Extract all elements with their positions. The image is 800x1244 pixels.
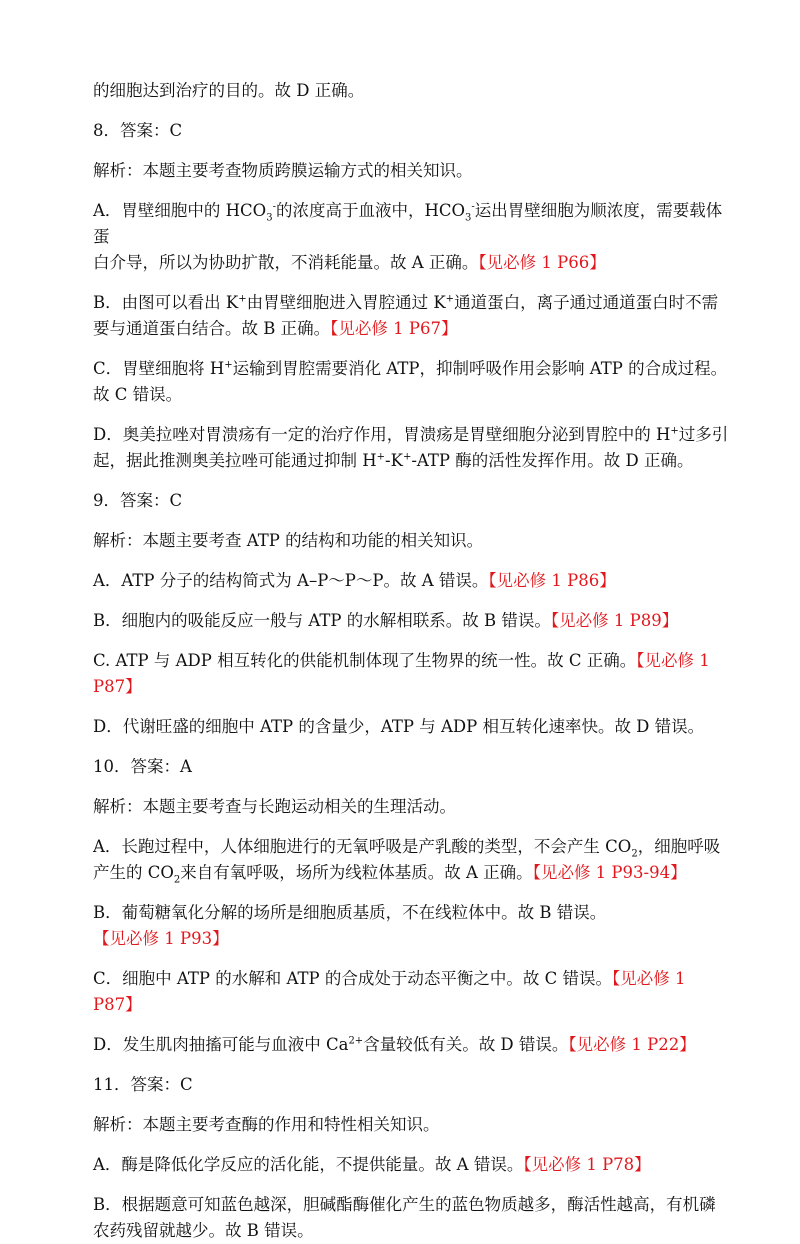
option-c: C．细胞中 ATP 的水解和 ATP 的合成处于动态平衡之中。故 C 错误。【见必修 1 P87】	[93, 969, 686, 1014]
answer-heading: 9．答案：C	[93, 491, 183, 510]
option-a: A．ATP 分子的结构简式为 A–P～P～P。故 A 错误。【见必修 1 P86】	[93, 571, 616, 590]
answer-heading: 8．答案：C	[93, 121, 183, 140]
analysis-line: 解析：本题主要考查物质跨膜运输方式的相关知识。	[93, 161, 473, 180]
answer-heading: 11．答案：C	[93, 1075, 193, 1094]
option-b: B．根据题意可知蓝色越深，胆碱酯酶催化产生的蓝色物质越多，酶活性越高，有机磷 农药残留就越少。故 B 错误。	[93, 1195, 716, 1240]
textbook-reference: 【见必修 1 P87】	[93, 651, 710, 696]
option-b: B．细胞内的吸能反应一般与 ATP 的水解相联系。故 B 错误。【见必修 1 P89】	[93, 611, 679, 630]
answer-heading: 10．答案：A	[93, 757, 192, 776]
textbook-reference: 【见必修 1 P93】	[93, 929, 229, 948]
option-d: D．奥美拉唑对胃溃疡有一定的治疗作用，胃溃疡是胃壁细胞分泌到胃腔中的 H+过多引 起，据此推测奥美拉唑可能通过抑制 H+-K+-ATP 酶的活性发挥作用。故 D 正确。	[93, 425, 729, 470]
textbook-reference: 【见必修 1 P67】	[330, 319, 458, 338]
analysis-line: 解析：本题主要考查与长跑运动相关的生理活动。	[93, 797, 456, 816]
textbook-reference: 【见必修 1 P78】	[523, 1155, 651, 1174]
option-d: D．代谢旺盛的细胞中 ATP 的含量少，ATP 与 ADP 相互转化速率快。故 D 错误。	[93, 717, 705, 736]
analysis-line: 解析：本题主要考查酶的作用和特性相关知识。	[93, 1115, 440, 1134]
textbook-reference: 【见必修 1 P22】	[568, 1035, 696, 1054]
option-d: D．发生肌肉抽搐可能与血液中 $Ca^{2+}$含量较低有关。故 D 错误。【见必修 1 P22】	[93, 1035, 696, 1054]
option-a: A．酶是降低化学反应的活化能，不提供能量。故 A 错误。【见必修 1 P78】	[93, 1155, 651, 1174]
textbook-reference: 【见必修 1 P89】	[550, 611, 679, 630]
option-b: B．葡萄糖氧化分解的场所是细胞质基质，不在线粒体中。故 B 错误。【见必修 1 P93】	[93, 903, 607, 948]
option-c: C. ATP 与 ADP 相互转化的供能机制体现了生物界的统一性。故 C 正确。【见必修 1 P87】	[93, 651, 710, 696]
textbook-reference: 【见必修 1 P87】	[93, 969, 686, 1014]
text-line: 的细胞达到治疗的目的。故 D 正确。	[93, 81, 365, 100]
analysis-line: 解析：本题主要考查 ATP 的结构和功能的相关知识。	[93, 531, 484, 550]
textbook-reference: 【见必修 1 P93-94】	[532, 863, 687, 882]
option-a: A．长跑过程中，人体细胞进行的无氧呼吸是产乳酸的类型，不会产生 $CO_2$，细胞呼吸 产生的 $CO_2$来自有氧呼吸，场所为线粒体基质。故 A 正确。【见必修 1 P93-94】	[93, 837, 721, 886]
option-a: A．胃壁细胞中的 $HCO_3^-$的浓度高于血液中，$HCO_3^-$运出胃壁细胞为顺浓度，需要载体蛋 白介导，所以为协助扩散，不消耗能量。故 A 正确。【见必修 1 P66】	[93, 201, 723, 272]
answer-explanations	[93, 78, 730, 1244]
option-b: B．由图可以看出 K+由胃壁细胞进入胃腔通过 K+通道蛋白，离子通过通道蛋白时不需 要与通道蛋白结合。故 B 正确。【见必修 1 P67】	[93, 293, 719, 338]
option-c: C．胃壁细胞将 H+运输到胃腔需要消化 ATP，抑制呼吸作用会影响 ATP 的合成过程。 故 C 错误。	[93, 359, 728, 404]
textbook-reference: 【见必修 1 P86】	[488, 571, 616, 590]
textbook-reference: 【见必修 1 P66】	[478, 253, 606, 272]
